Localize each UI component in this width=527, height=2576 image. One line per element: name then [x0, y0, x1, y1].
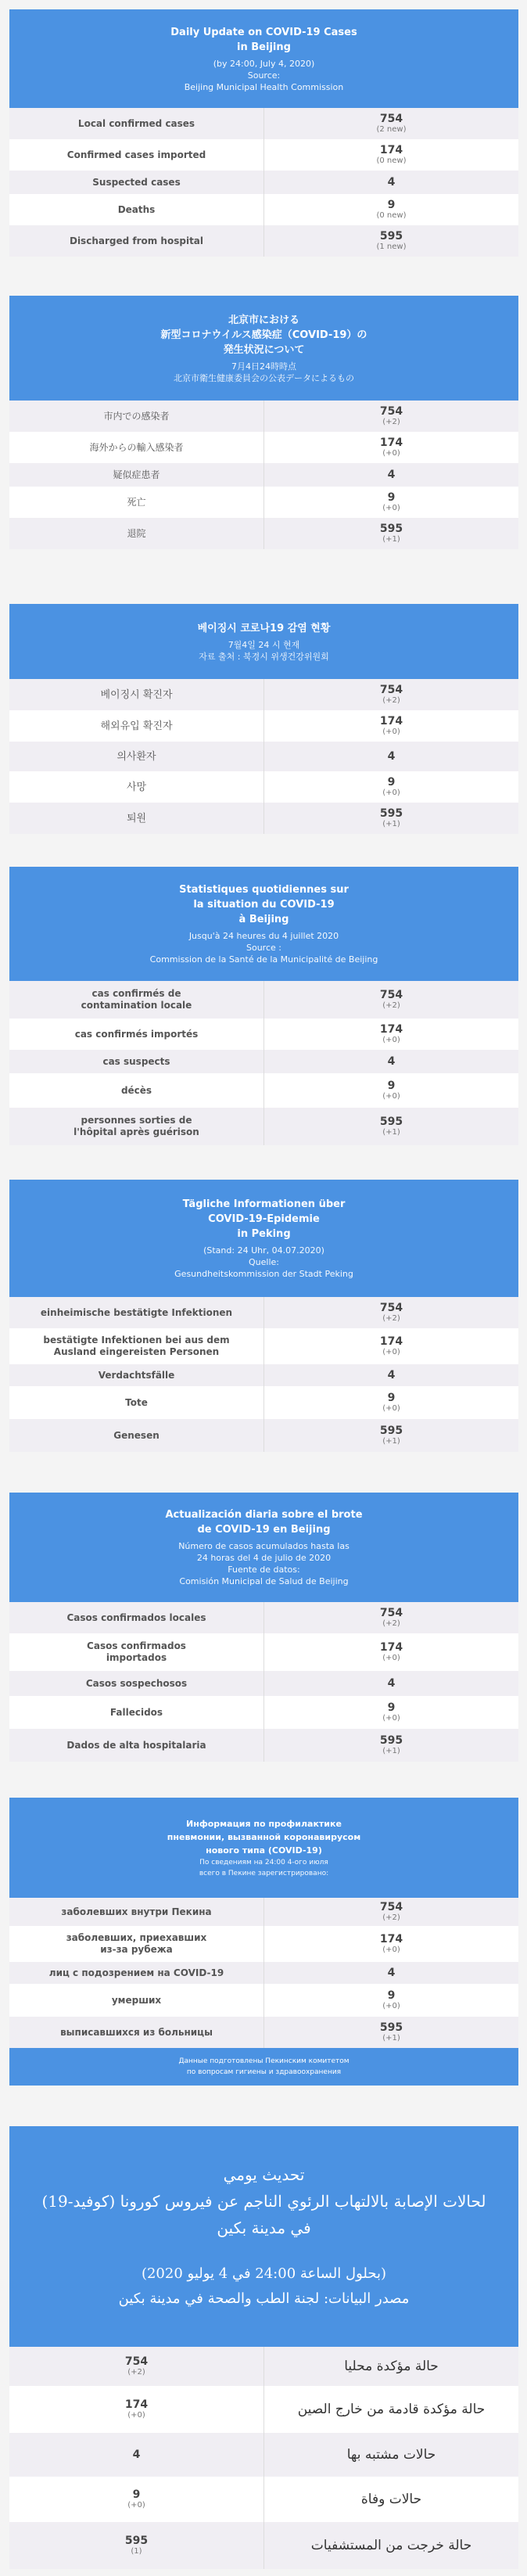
card-title: 北京市における 新型コロナウイルス感染症（COVID-19）の 発生状況について: [160, 314, 367, 356]
row-change: (+0): [382, 1092, 400, 1101]
card-source: 7월4일 24 시 현재 자료 출처 : 북경시 위생건강위원회: [199, 639, 329, 662]
row-value: 174: [379, 1335, 403, 1348]
card-header: [9, 2126, 518, 2347]
row-label: 退院: [9, 518, 264, 549]
table-row: [9, 771, 518, 803]
card-source: Número de casos acumulados hasta las 24 horas del 4 de julio de 2020 Fuente de datos: Comisión Municipal de Salud de Beijing: [178, 1541, 350, 1586]
stats-table: [9, 1898, 518, 2048]
row-change: (0 new): [376, 211, 407, 220]
card-arabic: [9, 2126, 518, 2569]
table-row: [9, 518, 518, 549]
row-value: 174: [379, 437, 403, 449]
row-change: (+2): [382, 1314, 400, 1323]
row-value: 4: [387, 176, 396, 189]
row-label: заболевших, приехавших из-за рубежа: [9, 1926, 264, 1962]
row-change: (+0): [382, 1945, 400, 1954]
row-label: умерших: [9, 1984, 264, 2017]
table-row: [9, 1962, 518, 1984]
row-label: cas confirmés de contamination locale: [9, 981, 264, 1019]
table-row: [9, 194, 518, 225]
row-label: 사망: [9, 771, 264, 803]
table-row: [9, 1671, 518, 1696]
row-label: Discharged from hospital: [9, 225, 264, 257]
row-label: décès: [9, 1073, 264, 1108]
row-label: personnes sorties de l'hôpital après guérison: [9, 1108, 264, 1145]
row-value: 174: [379, 1933, 403, 1945]
row-value: 4: [132, 2448, 141, 2461]
table-row: [9, 1386, 518, 1419]
row-change: (+2): [127, 2368, 145, 2377]
card-header: [9, 604, 518, 679]
card-title: 베이징시 코로나19 감염 현황: [197, 622, 331, 634]
card-source: 7月4日24時時点 北京市衛生健康委員会の公表データによるもの: [174, 361, 354, 383]
table-row: [9, 1050, 518, 1073]
row-label: 베이징시 확진자: [9, 679, 264, 710]
card-german: [9, 1180, 518, 1452]
row-label: حالة مؤكدة محليا: [264, 2347, 519, 2386]
row-value: 4: [387, 469, 396, 481]
table-row: [9, 401, 518, 432]
row-change: (+2): [382, 418, 400, 426]
table-row: [9, 1073, 518, 1108]
row-value: 9: [387, 491, 396, 504]
table-row: [9, 2522, 518, 2569]
row-value: 9: [387, 1080, 396, 1092]
row-value: 754: [379, 113, 403, 125]
card-title: Actualización diaria sobre el brote de COVID-19 en Beijing: [165, 1509, 363, 1536]
card-source: (بحلول الساعة 24:00 في 4 يوليو 2020) مصدر البيانات: لجنة الطب والصحة في مدينة بكين: [118, 2265, 410, 2307]
stats-table: [9, 108, 518, 257]
row-change: (+0): [382, 1036, 400, 1044]
card-footer-note: Данные подготовлены Пекинским комитетом по вопросам гигиены и здравоохранения: [9, 2048, 518, 2086]
row-change: (+2): [382, 1619, 400, 1628]
card-french: [9, 867, 518, 1145]
row-value: 174: [124, 2398, 149, 2411]
row-label: cas confirmés importés: [9, 1019, 264, 1050]
row-value: 4: [387, 750, 396, 763]
table-row: [9, 742, 518, 771]
row-change: (+0): [382, 728, 400, 736]
table-row: [9, 1419, 518, 1452]
table-row: [9, 171, 518, 194]
row-change: (+1): [382, 820, 400, 828]
table-row: [9, 679, 518, 710]
card-title: تحديث يومي لحالات الإصابة بالالتهاب الرئوي الناجم عن فيروس كورونا (كوفيد-19) في مدينة بكين: [41, 2165, 486, 2237]
table-row: [9, 1926, 518, 1962]
row-change: (+2): [382, 1913, 400, 1922]
table-row: [9, 1633, 518, 1671]
card-title: Statistiques quotidiennes sur la situation du COVID-19 à Beijing: [179, 884, 349, 925]
row-label: حالة مؤكدة قادمة من خارج الصين: [264, 2386, 519, 2433]
card-title: Tägliche Informationen über COVID-19-Epidemie in Peking: [182, 1198, 346, 1240]
row-change: (+1): [382, 535, 400, 544]
table-row: [9, 1729, 518, 1762]
row-change: (+0): [382, 449, 400, 458]
row-value: 595: [379, 1425, 403, 1437]
row-label: 퇴원: [9, 803, 264, 834]
row-value: 4: [387, 1055, 396, 1068]
row-label: 海外からの輸入感染者: [9, 432, 264, 463]
row-label: Genesen: [9, 1419, 264, 1452]
table-row: [9, 1602, 518, 1633]
row-change: (+0): [127, 2501, 145, 2510]
row-label: einheimische bestätigte Infektionen: [9, 1297, 264, 1328]
card-header: [9, 867, 518, 981]
row-label: حالات مشتبه بها: [264, 2433, 519, 2477]
stats-table: [9, 679, 518, 834]
row-change: (+0): [382, 1348, 400, 1356]
card-title: Информация по профилактике пневмонии, вызванной коронавирусом нового типа (COVID-19): [167, 1818, 361, 1856]
card-header: [9, 1180, 518, 1297]
stats-table: [9, 2347, 518, 2569]
row-value: 754: [379, 1901, 403, 1913]
row-label: Confirmed cases imported: [9, 139, 264, 171]
row-change: (+0): [382, 789, 400, 797]
row-change: (1 new): [376, 243, 407, 251]
table-row: [9, 1108, 518, 1145]
row-value: 754: [124, 2355, 149, 2368]
row-label: Deaths: [9, 194, 264, 225]
card-header: [9, 9, 518, 108]
card-header: [9, 1798, 518, 1898]
row-value: 4: [387, 1967, 396, 1979]
row-value: 754: [379, 405, 403, 418]
card-header: [9, 296, 518, 401]
row-value: 595: [379, 1734, 403, 1747]
table-row: [9, 487, 518, 518]
row-change: (2 new): [376, 125, 407, 134]
stats-table: [9, 401, 518, 549]
table-row: [9, 1364, 518, 1386]
row-change: (+0): [382, 1714, 400, 1723]
table-row: [9, 1696, 518, 1729]
row-value: 174: [379, 144, 403, 156]
row-label: Casos confirmados importados: [9, 1633, 264, 1671]
row-value: 9: [387, 1701, 396, 1714]
row-label: cas suspects: [9, 1050, 264, 1073]
row-label: Tote: [9, 1386, 264, 1419]
table-row: [9, 2477, 518, 2522]
row-value: 174: [379, 715, 403, 728]
table-row: [9, 463, 518, 487]
row-label: حالات وفاة: [264, 2477, 519, 2522]
row-value: 595: [379, 523, 403, 535]
row-change: (0 new): [376, 156, 407, 165]
row-value: 9: [387, 1989, 396, 2002]
row-change: (+1): [382, 1437, 400, 1446]
table-row: [9, 710, 518, 742]
stats-table: [9, 1602, 518, 1762]
card-japanese: [9, 296, 518, 549]
card-source: По сведениям на 24:00 4-ого июля всего в Пекине зарегистрировано:: [199, 1858, 329, 1877]
table-row: [9, 432, 518, 463]
row-label: حالة خرجت من المستشفيات: [264, 2522, 519, 2569]
card-title: Daily Update on COVID-19 Cases in Beijing: [170, 26, 357, 53]
table-row: [9, 2433, 518, 2477]
row-change: (1): [131, 2547, 142, 2556]
row-value: 754: [379, 989, 403, 1001]
row-value: 4: [387, 1677, 396, 1690]
row-change: (+0): [382, 1654, 400, 1662]
row-label: 疑似症患者: [9, 463, 264, 487]
table-row: [9, 2017, 518, 2048]
table-row: [9, 1019, 518, 1050]
row-label: Suspected cases: [9, 171, 264, 194]
row-value: 4: [387, 1369, 396, 1381]
row-value: 595: [379, 2021, 403, 2034]
table-row: [9, 981, 518, 1019]
row-label: Casos sospechosos: [9, 1671, 264, 1696]
card-source: (Stand: 24 Uhr, 04.07.2020) Quelle: Gesundheitskommission der Stadt Peking: [174, 1245, 353, 1279]
table-row: [9, 139, 518, 171]
row-value: 754: [379, 1607, 403, 1619]
row-change: (+1): [382, 1747, 400, 1755]
card-source: Jusqu'à 24 heures du 4 juillet 2020 Source : Commission de la Santé de la Municipalité de Beijing: [149, 931, 378, 965]
row-label: выписавшихся из больницы: [9, 2017, 264, 2048]
row-value: 595: [124, 2535, 149, 2547]
row-change: (+2): [382, 1001, 400, 1010]
row-label: bestätigte Infektionen bei aus dem Ausland eingereisten Personen: [9, 1328, 264, 1364]
table-row: [9, 1984, 518, 2017]
row-change: (+1): [382, 1128, 400, 1137]
table-row: [9, 225, 518, 257]
row-value: 174: [379, 1023, 403, 1036]
stats-table: [9, 1297, 518, 1452]
card-korean: [9, 604, 518, 834]
row-label: 의사환자: [9, 742, 264, 771]
row-value: 9: [387, 1392, 396, 1404]
row-change: (+0): [382, 504, 400, 512]
row-value: 595: [379, 1116, 403, 1128]
table-row: [9, 803, 518, 834]
row-value: 595: [379, 230, 403, 243]
table-row: [9, 1328, 518, 1364]
table-row: [9, 1297, 518, 1328]
row-label: Local confirmed cases: [9, 108, 264, 139]
row-label: 死亡: [9, 487, 264, 518]
row-value: 9: [387, 199, 396, 211]
row-label: Casos confirmados locales: [9, 1602, 264, 1633]
row-value: 9: [132, 2488, 141, 2501]
card-russian: [9, 1798, 518, 2086]
row-label: 해외유입 확진자: [9, 710, 264, 742]
row-change: (+0): [382, 2002, 400, 2010]
row-label: лиц с подозрением на COVID-19: [9, 1962, 264, 1984]
row-change: (+0): [382, 1404, 400, 1413]
row-label: Verdachtsfälle: [9, 1364, 264, 1386]
row-value: 754: [379, 684, 403, 696]
row-value: 174: [379, 1641, 403, 1654]
card-source: (by 24:00, July 4, 2020) Source: Beijing Municipal Health Commission: [184, 58, 344, 92]
table-row: [9, 108, 518, 139]
row-label: Fallecidos: [9, 1696, 264, 1729]
row-label: 市内での感染者: [9, 401, 264, 432]
table-row: [9, 2347, 518, 2386]
card-english: [9, 9, 518, 257]
row-value: 595: [379, 807, 403, 820]
stats-table: [9, 981, 518, 1145]
row-change: (+2): [382, 696, 400, 705]
row-value: 754: [379, 1302, 403, 1314]
row-label: заболевших внутри Пекина: [9, 1898, 264, 1926]
table-row: [9, 1898, 518, 1926]
table-row: [9, 2386, 518, 2433]
row-change: (+0): [127, 2411, 145, 2420]
card-spanish: [9, 1493, 518, 1762]
row-label: Dados de alta hospitalaria: [9, 1729, 264, 1762]
row-change: (+1): [382, 2034, 400, 2042]
row-value: 9: [387, 776, 396, 789]
card-header: [9, 1493, 518, 1602]
